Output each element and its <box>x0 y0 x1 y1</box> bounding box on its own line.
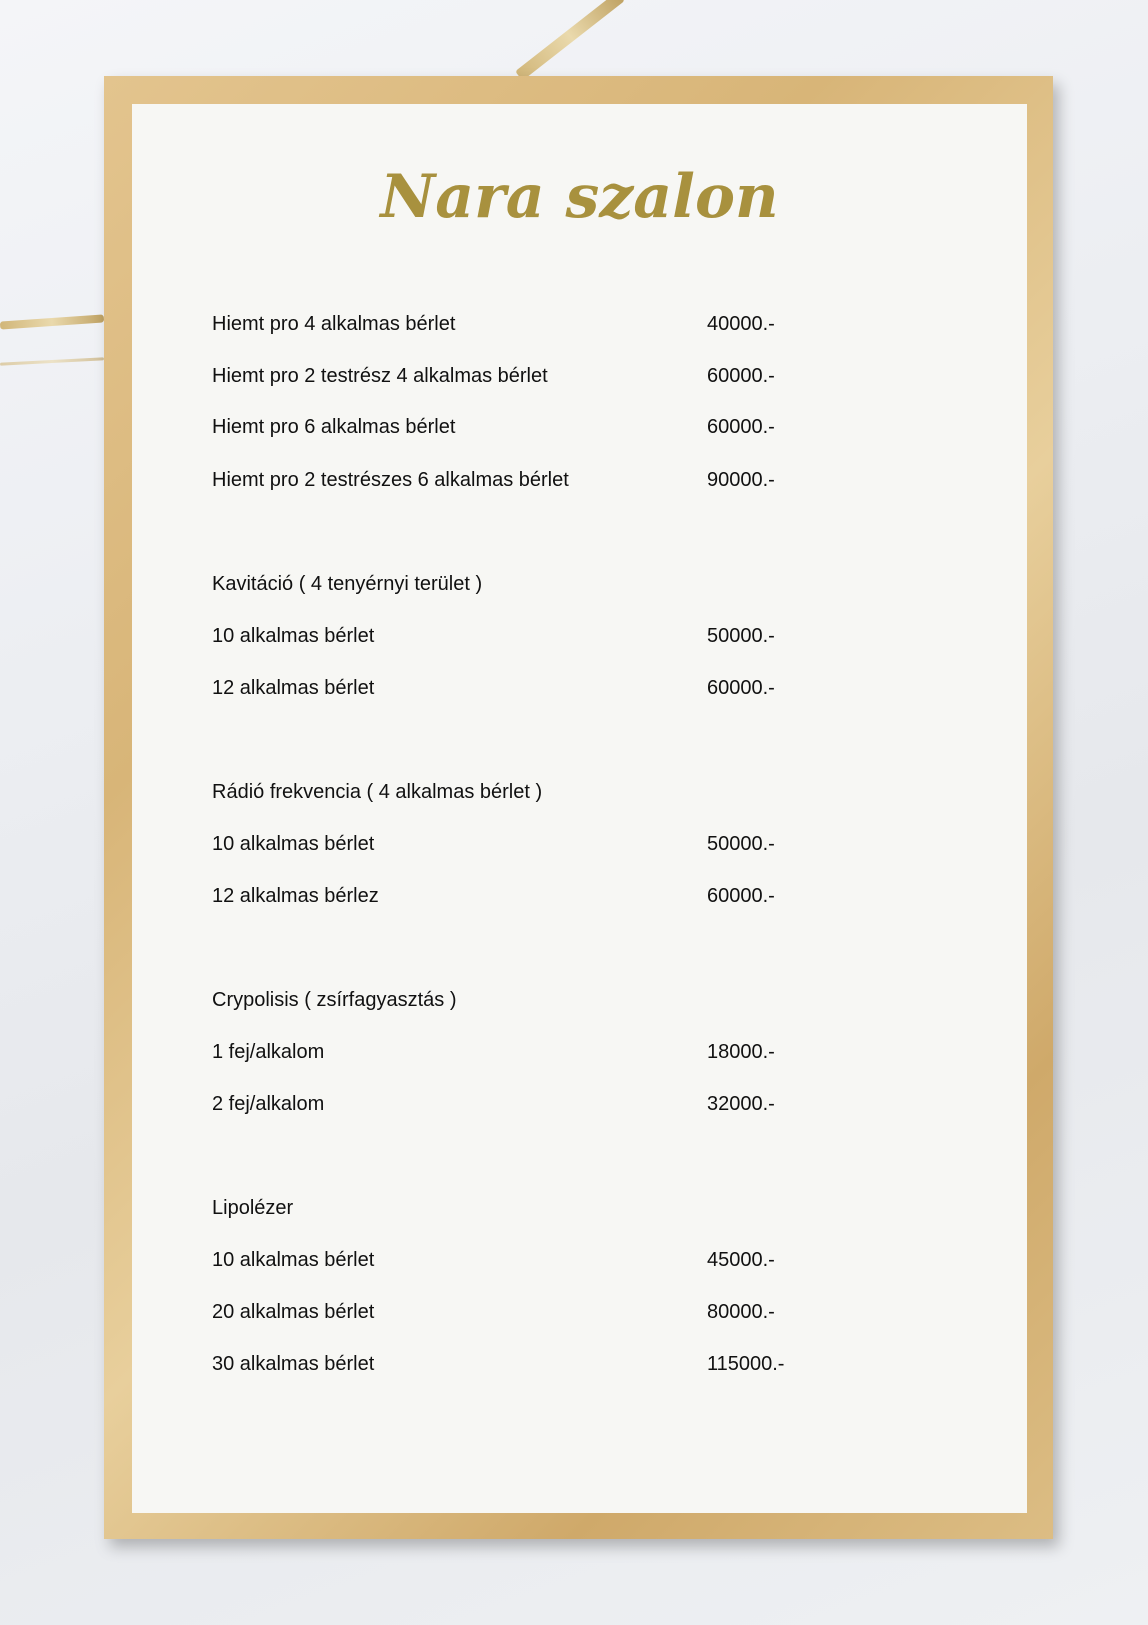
service-label: Hiemt pro 2 testrész 4 alkalmas bérlet <box>212 365 548 387</box>
price-row <box>212 833 812 857</box>
service-price: 115000.- <box>707 1353 785 1375</box>
service-label: Lipolézer <box>212 1197 294 1219</box>
service-label: 10 alkalmas bérlet <box>212 625 375 647</box>
service-label: Hiemt pro 4 alkalmas bérlet <box>212 313 456 335</box>
service-price: 50000.- <box>707 833 775 855</box>
service-label: Rádió frekvencia ( 4 alkalmas bérlet ) <box>212 781 543 803</box>
section-heading <box>212 989 812 1013</box>
service-label: 30 alkalmas bérlet <box>212 1353 375 1375</box>
price-row <box>212 1093 812 1117</box>
price-row <box>212 416 812 440</box>
service-label: Crypolisis ( zsírfagyasztás ) <box>212 989 457 1011</box>
price-row <box>212 1353 812 1377</box>
price-row <box>212 885 812 909</box>
section-heading <box>212 1197 812 1221</box>
service-price: 60000.- <box>707 365 775 387</box>
service-price: 50000.- <box>707 625 775 647</box>
service-price: 40000.- <box>707 313 775 335</box>
section-heading <box>212 573 812 597</box>
service-price: 60000.- <box>707 885 775 907</box>
service-price: 60000.- <box>707 416 775 438</box>
price-row <box>212 1041 812 1065</box>
service-price: 80000.- <box>707 1301 775 1323</box>
service-label: 10 alkalmas bérlet <box>212 1249 375 1271</box>
gold-streak-decoration <box>0 357 104 365</box>
service-label: Hiemt pro 2 testrészes 6 alkalmas bérlet <box>212 469 569 491</box>
price-row <box>212 365 812 389</box>
service-label: 10 alkalmas bérlet <box>212 833 375 855</box>
service-price: 18000.- <box>707 1041 775 1063</box>
price-row <box>212 1249 812 1273</box>
service-label: Hiemt pro 6 alkalmas bérlet <box>212 416 456 438</box>
section-heading <box>212 781 812 805</box>
price-row <box>212 625 812 649</box>
service-label: 1 fej/alkalom <box>212 1041 325 1063</box>
service-price: 45000.- <box>707 1249 775 1271</box>
price-row <box>212 313 812 337</box>
service-price: 60000.- <box>707 677 775 699</box>
service-label: 2 fej/alkalom <box>212 1093 325 1115</box>
price-row <box>212 1301 812 1325</box>
price-row <box>212 677 812 701</box>
gold-frame <box>104 76 1053 1539</box>
service-label: Kavitáció ( 4 tenyérnyi terület ) <box>212 573 483 595</box>
gold-streak-decoration <box>515 0 625 81</box>
service-label: 12 alkalmas bérlez <box>212 885 379 907</box>
service-price: 32000.- <box>707 1093 775 1115</box>
salon-title: Nara szalon <box>380 162 779 232</box>
gold-streak-decoration <box>0 314 104 329</box>
service-price: 90000.- <box>707 469 775 491</box>
price-list-paper <box>132 104 1027 1513</box>
service-label: 12 alkalmas bérlet <box>212 677 375 699</box>
price-row <box>212 469 812 493</box>
service-label: 20 alkalmas bérlet <box>212 1301 375 1323</box>
